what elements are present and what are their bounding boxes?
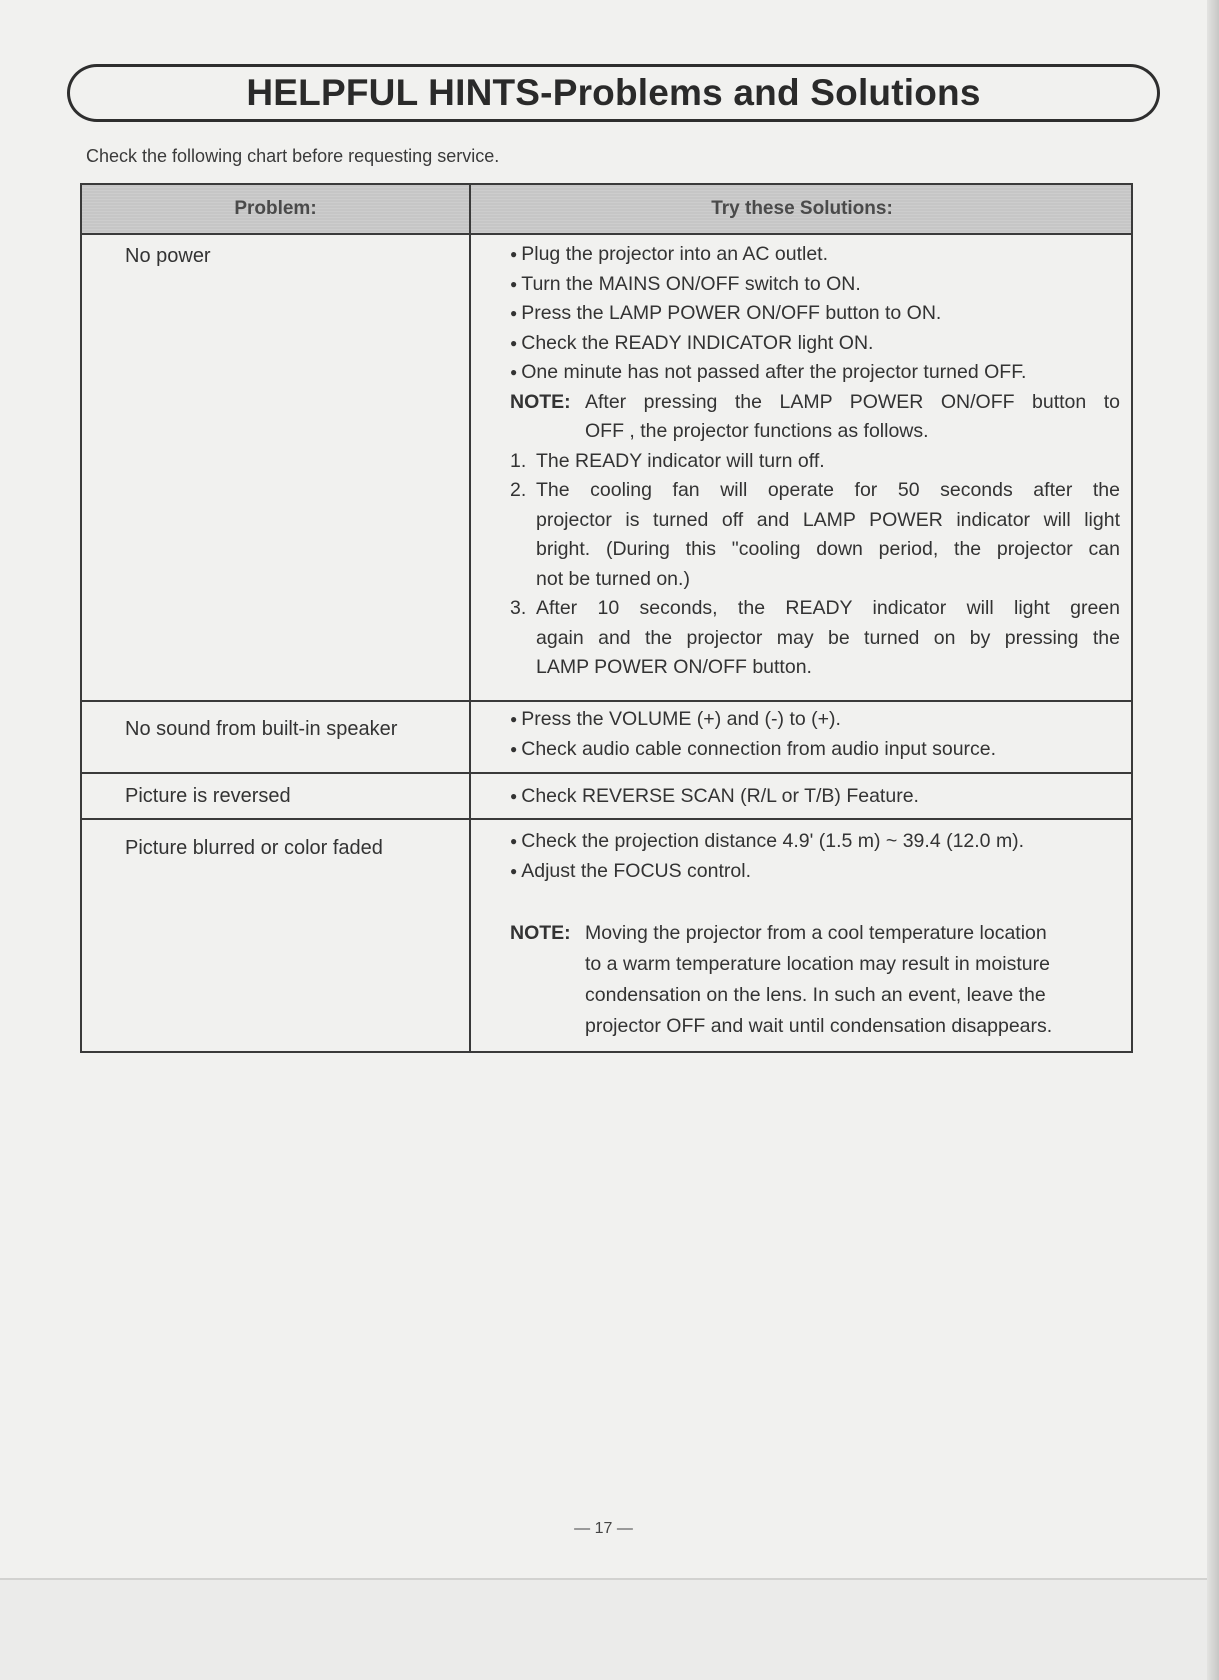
problem-picture-blurred: Picture blurred or color faded (125, 837, 383, 859)
column-divider (469, 185, 471, 1051)
row-divider (82, 818, 1131, 820)
item-text: After 10 seconds, the READY indicator will light green (536, 597, 1120, 619)
item-text: The READY indicator will turn off. (536, 449, 825, 472)
problem-picture-reversed: Picture is reversed (125, 785, 291, 807)
item-text: LAMP POWER ON/OFF button. (536, 656, 812, 678)
solutions-no-power (510, 240, 1120, 683)
problem-no-power: No power (125, 245, 211, 267)
title-banner (67, 64, 1160, 122)
page-edge-shadow (1207, 0, 1219, 1680)
item-text: again and the projector may be turned on by pressing the (536, 626, 1120, 649)
list-item: ● Check audio cable connection from audio input source. (510, 735, 1120, 765)
item-text: bright. (During this "cooling down period, the projector can (536, 538, 1120, 560)
list-item: ● Press the VOLUME (+) and (-) to (+). (510, 705, 1120, 735)
note-text: Moving the projector from a cool temperature location (585, 922, 1047, 944)
note-text: After pressing the LAMP POWER ON/OFF button to (585, 390, 1120, 413)
row-divider (82, 700, 1131, 702)
item-number: 3. (510, 597, 527, 619)
item-number: 1. (510, 449, 527, 472)
problem-no-sound: No sound from built-in speaker (125, 718, 398, 740)
list-item: ● Adjust the FOCUS control. (510, 857, 1120, 887)
table-header (82, 185, 1131, 235)
numbered-item (510, 447, 1120, 477)
note-label: NOTE: (510, 922, 571, 944)
note-text: to a warm temperature location may result in moisture (585, 953, 1050, 975)
note-text: projector OFF and wait until condensation disappears. (585, 1015, 1053, 1037)
page-number: — 17 — (574, 1520, 633, 1537)
list-item: ● Plug the projector into an AC outlet. (510, 240, 1120, 270)
item-text: projector is turned off and LAMP POWER indicator will light (536, 508, 1120, 531)
item-text: not be turned on.) (536, 567, 690, 590)
note-label: NOTE: (510, 390, 571, 413)
list-item: ● Check REVERSE SCAN (R/L or T/B) Feature. (510, 782, 1120, 812)
list-item: ● Press the LAMP POWER ON/OFF button to ON. (510, 299, 1120, 329)
note-text: condensation on the lens. In such an event, leave the (585, 984, 1046, 1006)
list-item: ● Check the projection distance 4.9' (1.5 m) ~ 39.4 (12.0 m). (510, 827, 1120, 857)
list-item: ● Check the READY INDICATOR light ON. (510, 329, 1120, 359)
list-item: ● Turn the MAINS ON/OFF switch to ON. (510, 270, 1120, 300)
item-text: The cooling fan will operate for 50 seconds after the (536, 479, 1120, 501)
note-block (510, 918, 1120, 949)
row-divider (82, 772, 1131, 774)
problems-solutions-table (80, 183, 1133, 1053)
solutions-picture-reversed (510, 782, 1120, 812)
note-text: OFF , the projector functions as follows. (585, 420, 929, 442)
solutions-picture-blurred (510, 827, 1120, 1042)
solutions-no-sound (510, 705, 1120, 764)
list-item: ● One minute has not passed after the projector turned OFF. (510, 358, 1120, 388)
intro-text: Check the following chart before requesting service. (86, 146, 500, 166)
item-number: 2. (510, 479, 527, 501)
note-block (510, 388, 1120, 418)
spacer (510, 886, 1120, 918)
numbered-item (510, 476, 1120, 594)
page-title: HELPFUL HINTS-Problems and Solutions (246, 72, 981, 113)
numbered-item (510, 594, 1120, 683)
header-problem: Problem: (234, 198, 317, 219)
header-solution: Try these Solutions: (711, 198, 893, 219)
